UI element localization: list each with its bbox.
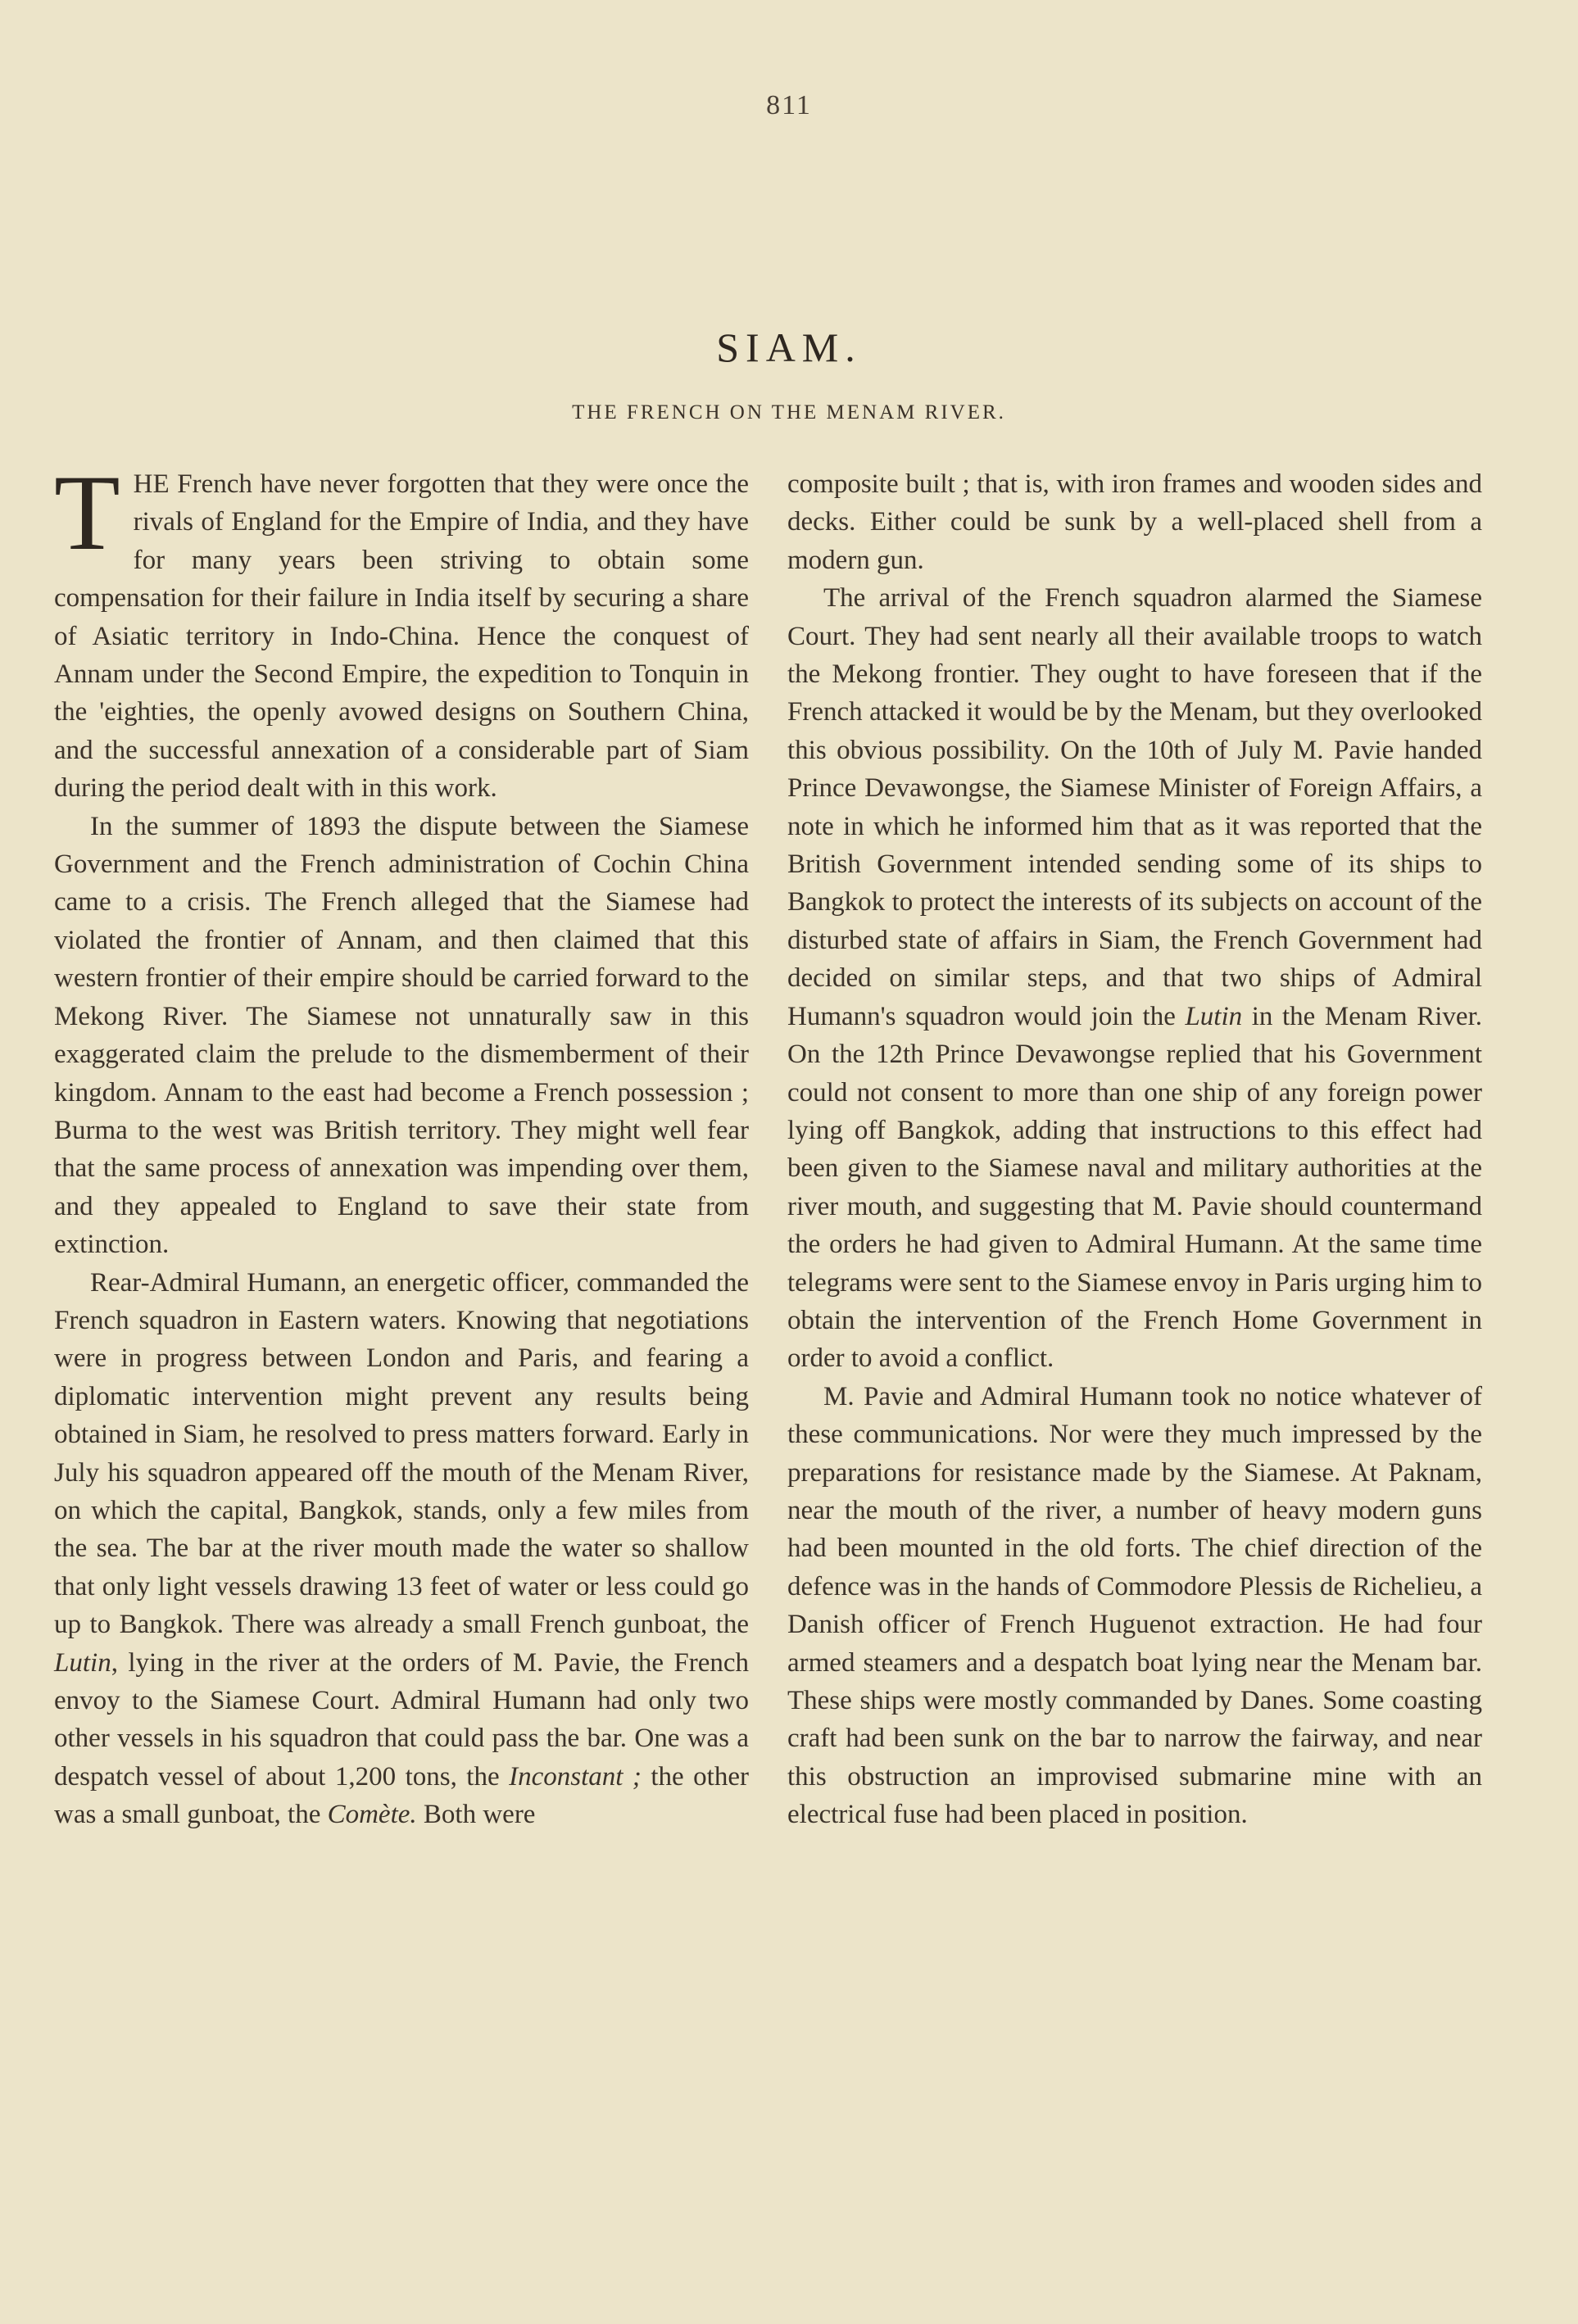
drop-cap: T	[54, 452, 120, 573]
left-paragraph-3-text-a: Rear-Admiral Humann, an energetic officer, commanded the French squadron in Eastern waters. Knowing that negotiations were in progress between London and Paris, and fearing a diplomatic intervention might prevent any results being obtained in Siam, he resolved to press matters forward. Early in July his squadron appeared off the mouth of the Menam River, on which the capital, Bangkok, stands, only a few miles from the sea. The bar at the river mouth made the water so shallow that only light vessels drawing 13 feet of water or less could go up to Bangkok. There was already a small French gunboat, the	[54, 1267, 749, 1640]
right-paragraph-2-text-b: in the Menam River. On the 12th Prince Devawongse replied that his Government could not consent to more than one ship of any foreign power lying off Bangkok, adding that instructions to this effect had been given to the Siamese naval and military authorities at the river mouth, and suggesting that M. Pavie should countermand the orders he had given to Admiral Humann. At the same time telegrams were sent to the Siamese envoy in Paris urging him to obtain the intervention of the French Home Government in order to avoid a conflict.	[787, 1001, 1482, 1374]
left-paragraph-1	[54, 452, 749, 808]
right-column	[787, 465, 1482, 1834]
ship-name-lutin: Lutin	[54, 1647, 111, 1678]
article-subtitle: THE FRENCH ON THE MENAM RIVER.	[572, 401, 1006, 424]
left-column	[54, 452, 749, 1834]
left-paragraph-3	[54, 1264, 749, 1834]
right-paragraph-2	[787, 579, 1482, 1378]
left-paragraph-3-text-d: Both were	[416, 1800, 536, 1830]
ship-name-comete: Comète.	[327, 1800, 417, 1830]
page-number: 811	[766, 90, 812, 120]
article-title: SIAM.	[716, 324, 862, 370]
left-paragraph-1-text: HE French have never forgotten that they were once the rivals of England for the Empire of India, and they have for many years been striving to obtain some compensation for their failure in India itself by securing a share of Asiatic territory in Indo-China. Hence the conquest of Annam under the Second Empire, the expedition to Tonquin in the 'eighties, the openly avowed designs on Southern China, and the successful annexation of a considerable part of Siam during the period dealt with in this work.	[54, 469, 749, 804]
right-paragraph-2-text-a: The arrival of the French squadron alarmed the Siamese Court. They had sent nearly all their available troops to watch the Mekong frontier. They ought to have foreseen that if the French attacked it would be by the Menam, but they overlooked this obvious possibility. On the 10th of July M. Pavie handed Prince Devawongse, the Siamese Minister of Foreign Affairs, a note in which he informed him that as it was reported that the British Government intended sending some of its ships to Bangkok to protect the interests of its subjects on account of the disturbed state of affairs in Siam, the French Government had decided on similar steps, and that two ships of Admiral Humann's squadron would join the	[787, 583, 1482, 1031]
left-paragraph-2: In the summer of 1893 the dispute between the Siamese Government and the French administration of Cochin China came to a crisis. The French alleged that the Siamese had violated the frontier of Annam, and then claimed that this western frontier of their empire should be carried forward to the Mekong River. The Siamese not unnaturally saw in this exaggerated claim the prelude to the dismemberment of their kingdom. Annam to the east had become a French possession ; Burma to the west was British territory. They might well fear that the same process of annexation was impending over them, and they appealed to England to save their state from extinction.	[54, 811, 749, 1260]
right-paragraph-3: M. Pavie and Admiral Humann took no notice whatever of these communications. Nor were they much impressed by the preparations for resistance made by the Siamese. At Paknam, near the mouth of the river, a number of heavy modern guns had been mounted in the old forts. The chief direction of the defence was in the hands of Commodore Plessis de Richelieu, a Danish officer of French Huguenot extraction. He had four armed steamers and a despatch boat lying near the Menam bar. These ships were mostly commanded by Danes. Some coasting craft had been sunk on the bar to narrow the fairway, and near this obstruction an improvised submarine mine with an electrical fuse had been placed in position.	[787, 1381, 1482, 1830]
right-paragraph-1: composite built ; that is, with iron frames and wooden sides and decks. Either could be sunk by a well-placed shell from a modern gun.	[787, 469, 1482, 575]
left-paragraph-3-text-c: the other was a small gunboat, the	[54, 1761, 749, 1830]
ship-name-inconstant: Inconstant ;	[509, 1761, 642, 1792]
ship-name-lutin-right: Lutin	[1185, 1001, 1243, 1031]
left-paragraph-3-text-b: , lying in the river at the orders of M. Pavie, the French envoy to the Siamese Court. Admiral Humann had only two other vessels in his squadron that could pass the bar. One was a despatch vessel of about 1,200 tons, the	[54, 1647, 749, 1792]
